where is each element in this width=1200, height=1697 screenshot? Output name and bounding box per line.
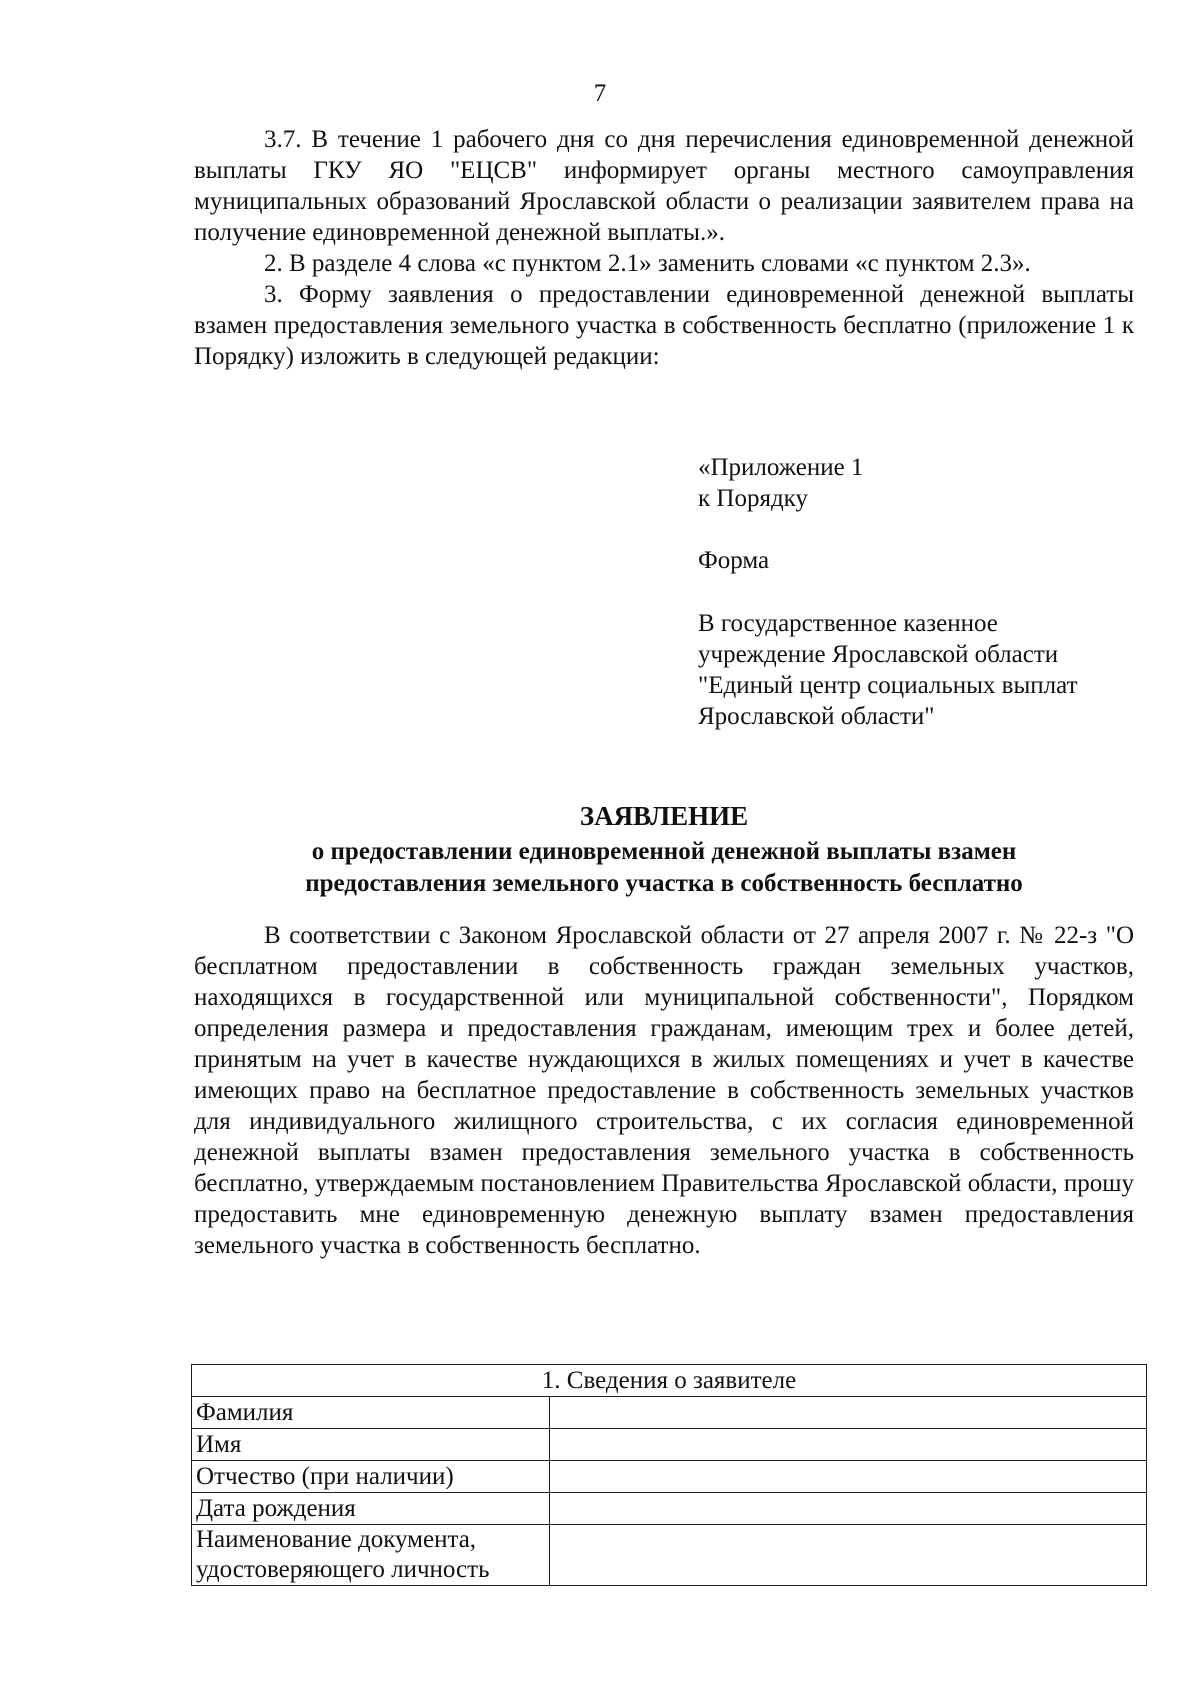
id-document-field[interactable]	[550, 1525, 1147, 1586]
applicant-info-table	[191, 1364, 1147, 1586]
table-row	[192, 1397, 1147, 1429]
addressee-line-2: учреждение Ярославской области	[698, 641, 1059, 668]
row-label-name: Имя	[192, 1429, 550, 1461]
appendix-line-2: к Порядку	[698, 485, 808, 512]
name-field[interactable]	[550, 1429, 1147, 1461]
statement-body	[194, 920, 1134, 1261]
addressee-line-4: Ярославской области"	[698, 703, 935, 730]
title-main: ЗАЯВЛЕНИЕ	[579, 801, 749, 831]
table-header-row	[192, 1365, 1147, 1397]
paragraph-3-7: 3.7. В течение 1 рабочего дня со дня перечисления единовременной денежной выплаты ГКУ ЯО "ЕЦСВ" информирует органы местного самоуправления муниципальных образований Ярославской области о реализации заявителем права на получение единовременной денежной выплаты.».	[194, 126, 1134, 246]
table-row	[192, 1525, 1147, 1586]
patronymic-field[interactable]	[550, 1461, 1147, 1493]
row-label-birth-date: Дата рождения	[192, 1493, 550, 1525]
amendment-text	[194, 124, 1134, 372]
row-label-patronymic: Отчество (при наличии)	[192, 1461, 550, 1493]
appendix-caption	[698, 452, 863, 514]
form-label: Форма	[698, 547, 770, 574]
row-label-surname: Фамилия	[192, 1397, 550, 1429]
birth-date-field[interactable]	[550, 1493, 1147, 1525]
document-title	[194, 800, 1134, 900]
paragraph-item-3: 3. Форму заявления о предоставлении единовременной денежной выплаты взамен предоставления земельного участка в собственность бесплатно (приложение 1 к Порядку) изложить в следующей редакции:	[194, 281, 1134, 370]
page-number: 7	[593, 80, 607, 107]
table-row	[192, 1493, 1147, 1525]
statement-paragraph: В соответствии с Законом Ярославской области от 27 апреля 2007 г. № 22-з "О бесплатном предоставлении в собственность граждан земельных участков, находящихся в государственной или муниципальной собственности", Порядком определения размера и предоставления гражданам, имеющим трех и более детей, принятым на учет в качестве нуждающихся в жилых помещениях и учет в качестве имеющих право на бесплатное предоставление в собственность земельных участков для индивидуального жилищного строительства, с их согласия единовременной денежной выплаты взамен предоставления земельного участка в собственность бесплатно, утверждаемым постановлением Правительства Ярославской области, прошу предоставить мне единовременную денежную выплату взамен предоставления земельного участка в собственность бесплатно.	[194, 922, 1134, 1259]
addressee-block	[698, 608, 1078, 732]
title-line-1: о предоставлении единовременной денежной выплаты взамен	[311, 838, 1017, 865]
surname-field[interactable]	[550, 1397, 1147, 1429]
paragraph-item-2: 2. В разделе 4 слова «с пунктом 2.1» заменить словами «с пунктом 2.3».	[264, 250, 1031, 277]
addressee-line-1: В государственное казенное	[698, 610, 998, 637]
addressee-line-3: "Единый центр социальных выплат	[698, 672, 1078, 699]
row-label-id-document: Наименование документа, удостоверяющего личность	[192, 1525, 550, 1586]
table-section-title: 1. Сведения о заявителе	[192, 1365, 1147, 1397]
title-line-2: предоставления земельного участка в собственность бесплатно	[305, 870, 1023, 897]
table-row	[192, 1429, 1147, 1461]
table-row	[192, 1461, 1147, 1493]
appendix-line-1: «Приложение 1	[698, 454, 864, 481]
